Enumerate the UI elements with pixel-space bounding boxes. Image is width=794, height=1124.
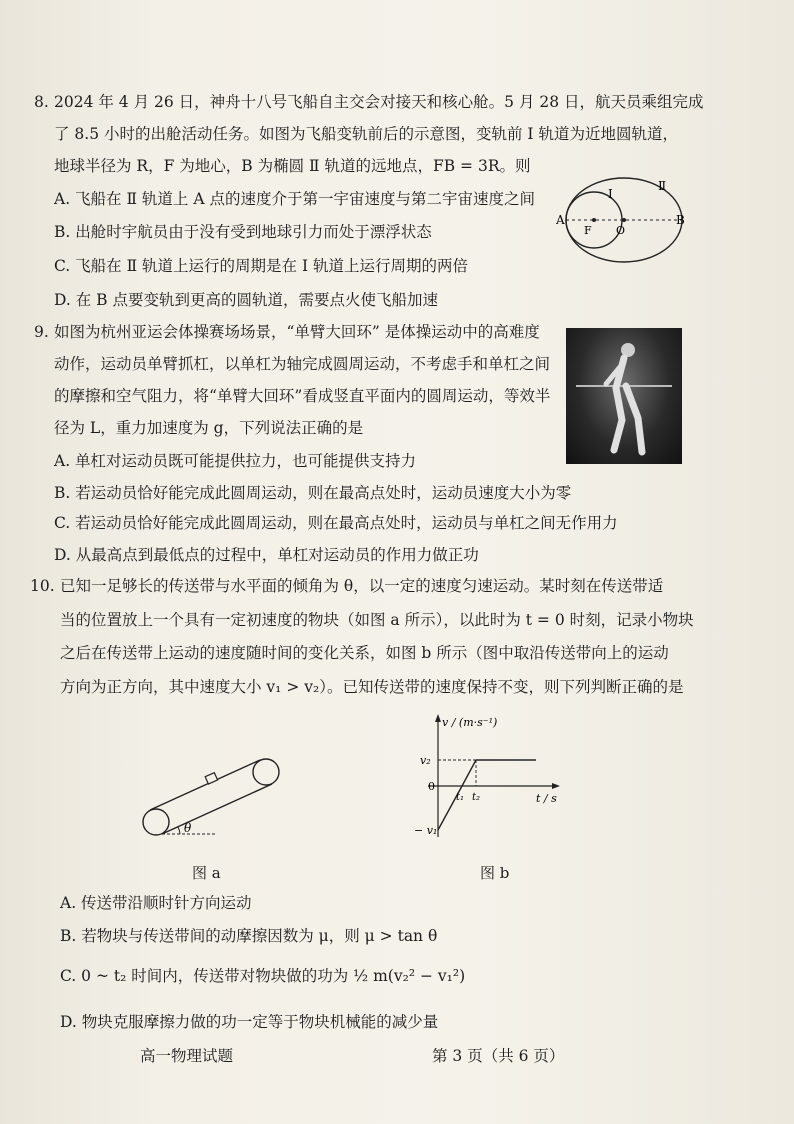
gymnast-photo: [566, 328, 682, 464]
question-9-text-line-4: 径为 L，重力加速度为 g，下列说法正确的是: [54, 419, 364, 437]
question-9-option-b: B. 若运动员恰好能完成此圆周运动，则在最高点处时，运动员速度大小为零: [54, 484, 572, 502]
t2-label: t₂: [472, 792, 481, 803]
orbit-ii-label: Ⅱ: [658, 179, 667, 193]
point-o-label: O: [616, 224, 626, 237]
question-10-option-d: D. 物块克服摩擦力做的功一定等于物块机械能的减少量: [60, 1013, 439, 1031]
angle-arc: [178, 827, 180, 834]
question-10-number: 10.: [30, 577, 55, 595]
point-b-label: B: [676, 213, 685, 227]
focus-f-dot: [592, 218, 596, 222]
footer-subject: 高一物理试题: [140, 1047, 234, 1065]
t1-label: t₁: [456, 792, 465, 803]
question-8-option-c: C. 飞船在 Ⅱ 轨道上运行的周期是在 Ⅰ 轨道上运行周期的两倍: [54, 257, 469, 275]
angle-theta-label: θ: [184, 821, 192, 835]
footer-page-number: 第 3 页（共 6 页）: [432, 1047, 565, 1065]
question-10-option-a: A. 传送带沿顺时针方向运动: [60, 894, 252, 912]
upper-pulley: [253, 759, 279, 785]
question-10-option-b: B. 若物块与传送带间的动摩擦因数为 μ，则 μ > tan θ: [60, 927, 438, 945]
x-axis-label: t / s: [536, 792, 557, 805]
question-9-option-a: A. 单杠对运动员既可能提供拉力，也可能提供支持力: [54, 452, 417, 470]
point-a-label: A: [556, 213, 565, 227]
question-8-number: 8.: [34, 93, 49, 111]
question-9-text-line-1: 如图为杭州亚运会体操赛场场景，“单臂大回环” 是体操运动中的高难度: [54, 323, 540, 341]
origin-label: 0: [428, 780, 435, 793]
orbit-diagram: [556, 176, 688, 268]
question-9-number: 9.: [34, 323, 49, 341]
y-axis-label: v / (m·s⁻¹): [442, 716, 498, 729]
belt-top: [150, 760, 260, 810]
velocity-segment-2: [462, 760, 476, 786]
question-10-text-line-3: 之后在传送带上运动的速度随时间的变化关系，如图 b 所示（图中取沿传送带向上的运动: [60, 644, 669, 662]
orbit-i-label: Ⅰ: [608, 187, 613, 201]
question-9-option-c: C. 若运动员恰好能完成此圆周运动，则在最高点处时，运动员与单杠之间无作用力: [54, 514, 618, 532]
question-8-option-d: D. 在 B 点要变轨到更高的圆轨道，需要点火使飞船加速: [54, 291, 438, 309]
question-10-text-line-4: 方向为正方向，其中速度大小 v₁ > v₂）。已知传送带的速度保持不变，则下列判断正确的是: [60, 678, 684, 696]
block: [205, 773, 217, 784]
question-9-option-d: D. 从最高点到最低点的过程中，单杠对运动员的作用力做正功: [54, 546, 479, 564]
question-10-text-line-1: 已知一足够长的传送带与水平面的倾角为 θ，以一定的速度匀速运动。某时刻在传送带适: [60, 577, 664, 595]
conveyor-diagram: [136, 752, 286, 842]
point-f-label: F: [584, 224, 592, 237]
vt-graph: [392, 712, 562, 842]
y-axis-arrow: [435, 714, 441, 722]
v2-label: v₂: [420, 754, 431, 767]
figure-b-caption: 图 b: [480, 864, 510, 882]
question-10-option-c: C. 0 ~ t₂ 时间内，传送带对物块做的功为 ½ m(v₂² − v₁²): [60, 967, 466, 985]
question-9-text-line-3: 的摩擦和空气阻力，将“单臂大回环”看成竖直平面内的圆周运动，等效半: [54, 387, 551, 405]
figure-a-caption: 图 a: [192, 864, 221, 882]
question-8-text-line-2: 了 8.5 小时的出舱活动任务。如图为飞船变轨前后的示意图，变轨前 Ⅰ 轨道为近地圆轨道，: [54, 125, 678, 143]
gymnast-silhouette: [566, 328, 682, 464]
neg-v1-label: − v₁: [414, 824, 438, 837]
question-8-option-a: A. 飞船在 Ⅱ 轨道上 A 点的速度介于第一宇宙速度与第二宇宙速度之间: [54, 190, 535, 208]
x-axis-arrow: [552, 783, 560, 789]
question-9-text-line-2: 动作，运动员单臂抓杠，以单杠为轴完成圆周运动，不考虑手和单杠之间: [54, 355, 551, 373]
belt-bottom: [162, 784, 272, 834]
question-8-text-line-3: 地球半径为 R，F 为地心，B 为椭圆 Ⅱ 轨道的远地点，FB = 3R。则: [54, 157, 531, 175]
question-8-text-line-1: 2024 年 4 月 26 日，神舟十八号飞船自主交会对接天和核心舱。5 月 28 日，航天员乘组完成: [54, 93, 704, 111]
question-8-option-b: B. 出舱时宇航员由于没有受到地球引力而处于漂浮状态: [54, 223, 432, 241]
center-o-dot: [622, 218, 626, 222]
question-10-text-line-2: 当的位置放上一个具有一定初速度的物块（如图 a 所示），以此时为 t = 0 时刻，记录小物块: [60, 611, 694, 629]
lower-pulley: [143, 809, 169, 835]
